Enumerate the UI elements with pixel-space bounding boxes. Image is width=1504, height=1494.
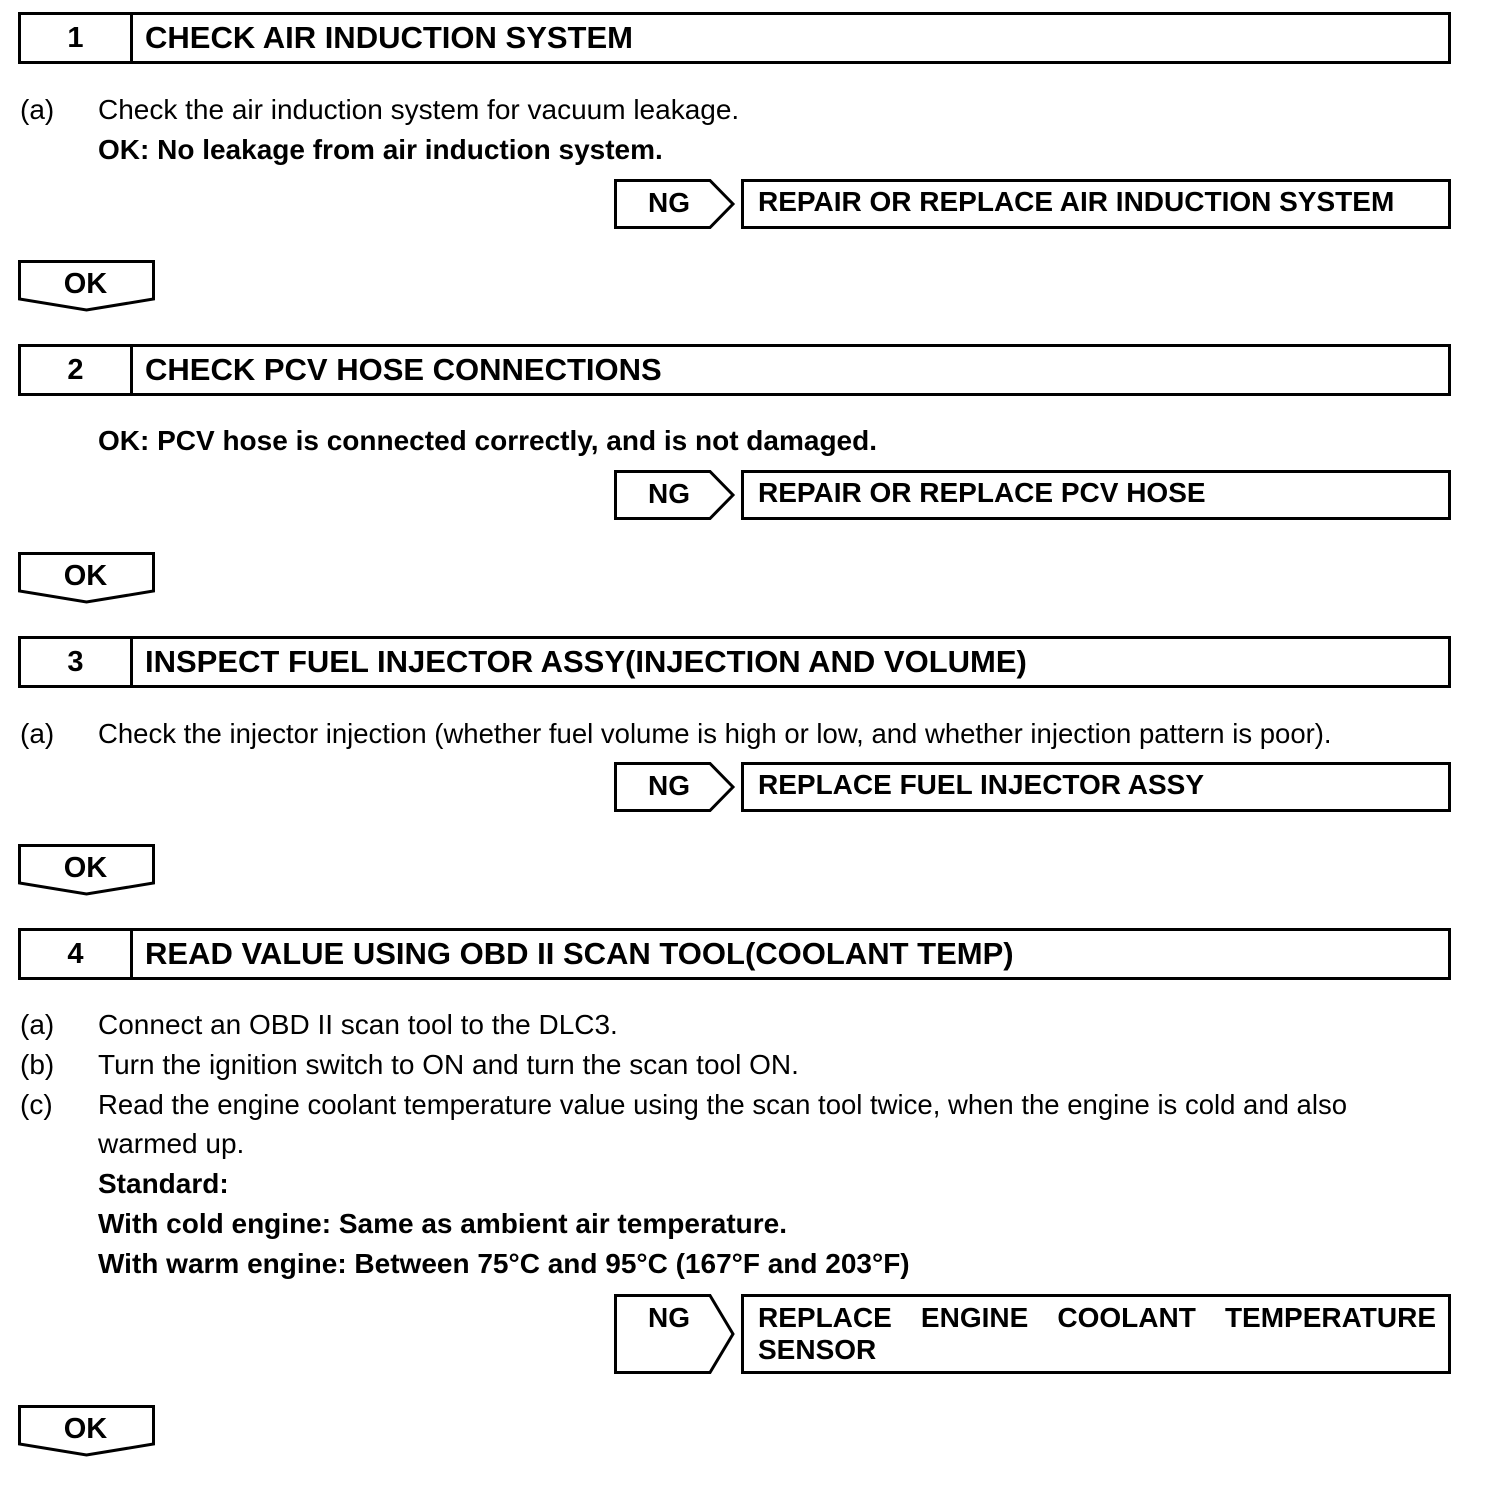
step-title: CHECK AIR INDUCTION SYSTEM — [145, 20, 633, 55]
ng-arrow — [614, 470, 736, 520]
ng-action-text: REPAIR OR REPLACE PCV HOSE — [758, 477, 1206, 508]
ok-condition: OK: PCV hose is connected correctly, and is not damaged. — [98, 425, 877, 456]
ng-action-box — [741, 762, 1451, 812]
step-number: 1 — [21, 15, 133, 61]
instruction-letter: (c) — [20, 1089, 53, 1120]
ng-action-text: REPLACE FUEL INJECTOR ASSY — [758, 769, 1205, 800]
ng-action-line: SENSOR — [758, 1334, 877, 1365]
step-2-header — [18, 344, 1451, 396]
ok-arrow — [18, 552, 155, 604]
instruction-letter: (a) — [20, 1009, 55, 1040]
ok-condition: OK: No leakage from air induction system. — [98, 134, 663, 165]
ng-arrow — [614, 179, 736, 229]
ng-arrow — [614, 1294, 736, 1374]
ng-action-box — [741, 470, 1451, 520]
step-number: 4 — [21, 931, 133, 977]
instruction-text: Check the injector injection (whether fuel volume is high or low, and whether injection pattern is poor). — [98, 718, 1332, 749]
ok-label: OK — [63, 560, 108, 592]
standard-line: With cold engine: Same as ambient air temperature. — [98, 1208, 788, 1239]
ng-label: NG — [648, 770, 690, 801]
ok-label: OK — [63, 268, 108, 300]
ok-label: OK — [63, 1413, 108, 1445]
instruction-text: Read the engine coolant temperature value using the scan tool twice, when the engine is cold and also — [98, 1089, 1348, 1120]
standard-heading: Standard: — [98, 1168, 229, 1199]
instruction-text: Check the air induction system for vacuum leakage. — [98, 94, 740, 125]
step-number: 2 — [21, 347, 133, 393]
ng-label: NG — [648, 1302, 690, 1333]
instruction-letter: (b) — [20, 1049, 55, 1080]
ng-label: NG — [648, 478, 690, 509]
step-1-header — [18, 12, 1451, 64]
instruction-text: Connect an OBD II scan tool to the DLC3. — [98, 1009, 618, 1040]
standard-line: With warm engine: Between 75°C and 95°C (167°F and 203°F) — [98, 1248, 910, 1279]
ok-arrow — [18, 1405, 155, 1457]
step-3-header — [18, 636, 1451, 688]
step-title: CHECK PCV HOSE CONNECTIONS — [145, 352, 662, 387]
instruction-letter: (a) — [20, 94, 55, 125]
ng-action-line: REPLACE ENGINE COOLANT TEMPERATURE — [758, 1302, 1436, 1333]
instruction-text: Turn the ignition switch to ON and turn the scan tool ON. — [98, 1049, 799, 1080]
ng-action-box — [741, 179, 1451, 229]
step-title: INSPECT FUEL INJECTOR ASSY(INJECTION AND VOLUME) — [145, 644, 1027, 679]
ok-label: OK — [63, 852, 108, 884]
ng-action-box — [741, 1294, 1451, 1374]
instruction-continuation: warmed up. — [98, 1128, 245, 1159]
ng-label: NG — [648, 187, 690, 218]
ng-arrow — [614, 762, 736, 812]
instruction-letter: (a) — [20, 718, 55, 749]
ok-arrow — [18, 260, 155, 312]
ok-arrow — [18, 844, 155, 896]
step-title: READ VALUE USING OBD II SCAN TOOL(COOLANT TEMP) — [145, 936, 1014, 971]
step-4-header — [18, 928, 1451, 980]
ng-action-text: REPAIR OR REPLACE AIR INDUCTION SYSTEM — [758, 186, 1395, 217]
step-number: 3 — [21, 639, 133, 685]
